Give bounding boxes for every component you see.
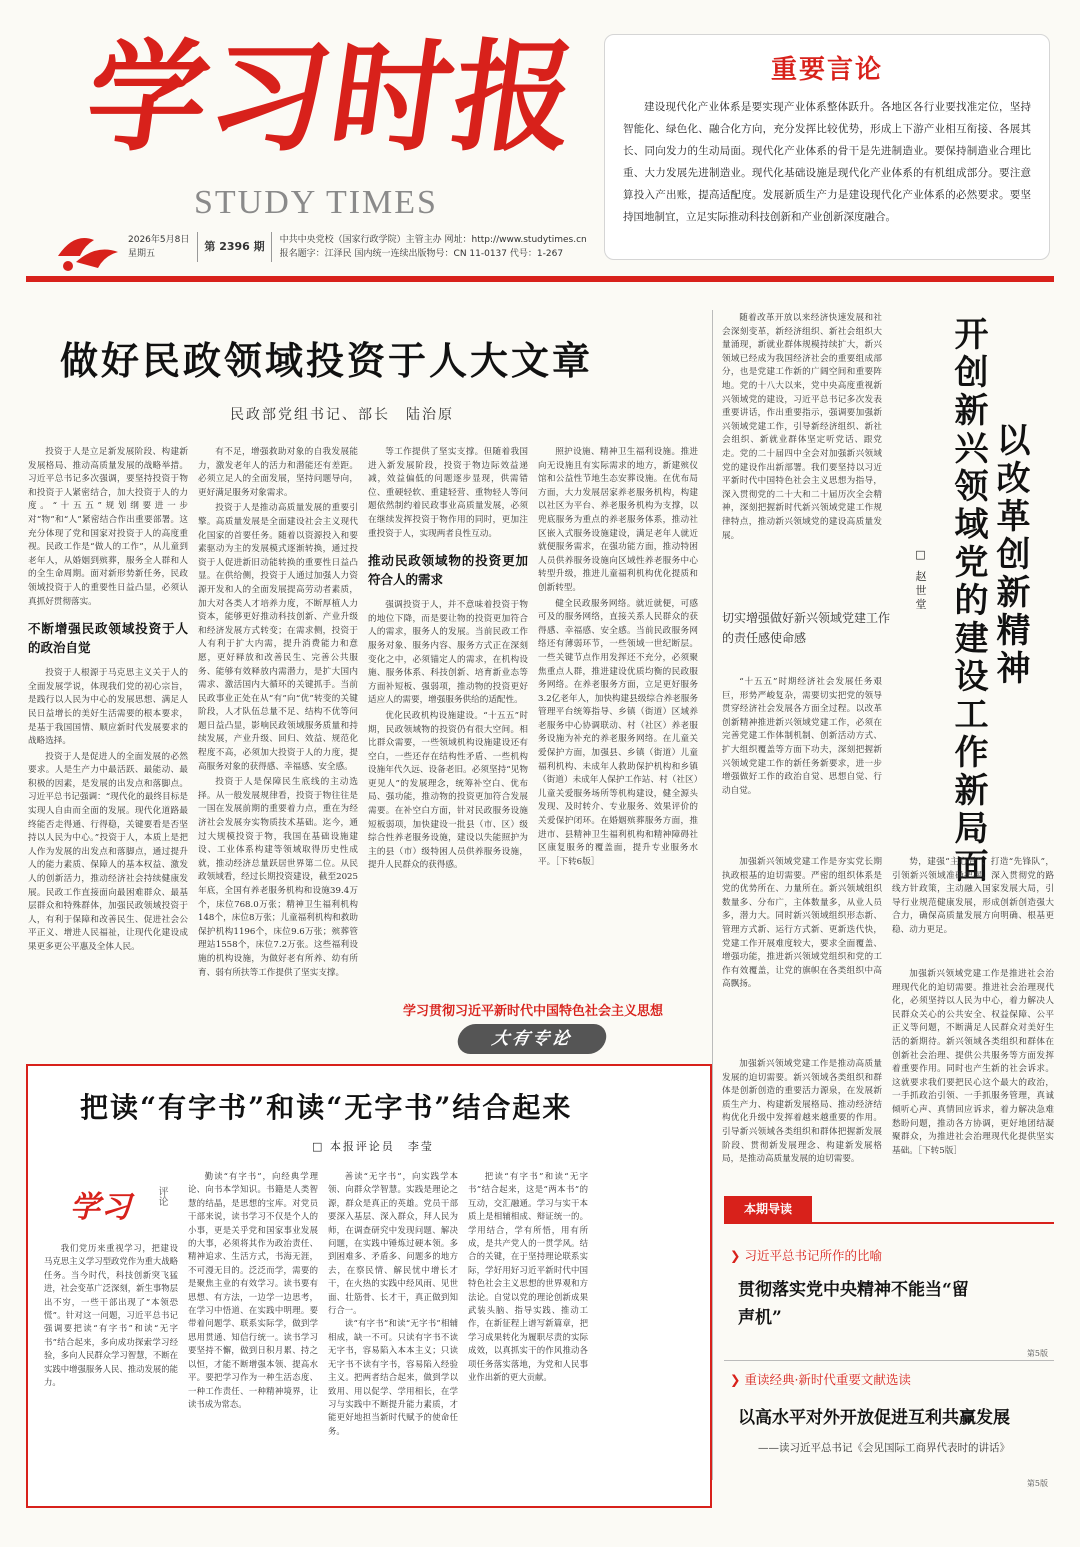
right-subhead: 切实增强做好新兴领域党建工作的责任感使命感 [722,611,891,645]
paragraph: 我们党历来重视学习，把建设马克思主义学习型政党作为重大战略任务。当今时代，科技创新突飞猛进，社会变革广泛深刻，新生事物层出不穷，一些干部出现了“本领恐慌”。针对这一问题，习近平总书记强调要把读“有字书”和读“无字书”结合起来，多向成功探索学习经验，多向人民群众学习智慧，不断在实践中增强服务人民、推动发展的能力。 [44,1243,178,1388]
guide-tab: 本期导读 [724,1196,812,1222]
issue-date: 2026年5月8日 [128,234,190,245]
right-text-block-2 [722,676,882,854]
guide-item-title[interactable]: 以高水平对外开放促进互利共赢发展 [738,1408,1010,1428]
website: 网址：http://www.studytimes.cn [444,234,587,245]
lead-subhead-1: 不断增强民政领域投资于人的政治自觉 [28,621,188,656]
right-text-block-6 [892,968,1054,1176]
guide-rule [724,1222,1054,1224]
guide-item-page: 第5版 [1026,1479,1048,1488]
paragraph: 势，建强“主心骨”、打造“先锋队”，引领新兴领域准确把握、深入贯彻党的路线方针政策，主动融入国家发展大局，引导行业规范健康发展，形成创新创造强大合力，确保高质量发展方向明确、根基更稳、动力更足。 [892,857,1054,935]
commentary-box [26,1064,712,1508]
paragraph: 加强新兴领域党建工作是推进社会治理现代化的迫切需要。推进社会治理现代化，必须坚持以人民为中心，着力解决人民群众关心的公共安全、权益保障、公平正义等问题，不断满足人民群众对美好生活的新期待。新兴领域各类组织和群体在创新社会治理、提供公共服务等方面发挥着重要作用。同时也产生新的社会诉求。这就要求我们要把民心这个最大的政治，一手抓政治引领、一手抓服务管理，真诚倾听心声、真情回应诉求，着力解决急难愁盼问题，推动各方协调，更好地团结凝聚群众，为推进社会治理现代化提供坚实基础。［下转5版］ [892,969,1054,1156]
commentary-column-2 [188,1170,318,1500]
paragraph: 投资于人是保障民生底线的主动选择。从一般发展规律看，投资于物往往是一国在发展前期的重要着力点，重在为经济社会发展夯实物质技术基础。迄今，通过大规模投资于物，我国在基础设施建设、工业体系构建等领域取得历史性成就，推动经济总量跃居世界第二位。从民政领域看，经过长期投资建设，截至2025年底，全国有养老服务机构和设施39.4万个，床位768.0万张；精神卫生福利机构148个，床位8万张；儿童福利机构和救助保护机构1196个，床位9.6万张；殡葬管理站1558个，床位7.2万张。这些福利设施的机构设施，为做好老有所养、幼有所育、弱有所扶等工作提供了坚实支撑。 [198,777,358,978]
paragraph: 勤读“有字书”，向经典学理论、向书本学知识。书籍是人类智慧的结晶，是思想的宝库。对党员干部来说，读书学习不仅是个人的小事，更是关乎党和国家事业发展的大事，必须将其作为政治责任、精神追求、生活方式，书海无涯，不可漫无目的。泛泛而学，需要的是聚焦主业的有效学习。读书要有思想、有方法，一边学一边思考，在学习中悟道、在实践中明理。要带着问题学、联系实际学，做到学思用贯通、知信行统一。读书学习要坚持不懈，做到日积月累、持之以恒，才能不断增强本领、提高水平。要把学习作为一种生活态度、一种工作责任、一种精神境界，让读书成为常态。 [188,1171,318,1409]
commentary-logo-text: 学习 [70,1190,132,1225]
issue-guide [724,1196,1054,1496]
right-text-block-1 [722,312,882,602]
commentary-author: □ 本报评论员 李莹 [312,1140,434,1153]
paragraph: 读“有字书”和读“无字书”相辅相成，缺一不可。只读有字书不读无字书，容易陷入本本主义；只读无字书不读有字书，容易陷入经验主义。把两者结合起来，做到学以致用、用以促学、学用相长，在学习与实践中不断提升能力素质，才能更好地担当新时代赋予的使命任务。 [328,1318,458,1436]
paragraph: 优化民政机构设施建设。“十五五”时期，民政领域物的投资仍有很大空间。相比群众需要，一些领域机构设施建设还有空白，一些还存在结构性矛盾、一些机构设施年代久远、设备老旧。必须坚持“见物更见人”的发展理念，统筹补空白、优布局、强功能，推动物的投资更加符合发展需要。在补空白方面，针对民政服务设施短板弱项，加快建设一批县（市、区）级综合性养老服务设施，建设以失能照护为主的县（市）级特困人员供养服务设施，提升人民群众的获得感。 [368,710,528,871]
series-banner: 学习贯彻习近平新时代中国特色社会主义思想 [402,1004,663,1019]
lead-column-3 [368,446,528,986]
paragraph: 健全民政服务网络。就近就便，可感可及的服务网络，直接关系人民群众的获得感、幸福感、安全感。当前民政服务网络还有薄弱环节，一些领域一世纪断层。一些关键节点作用发挥还不充分，必须聚焦重点人群，推进建设优质均衡的民政服务网络。在养老服务方面，立足更好服务3.2亿老年人，加快构建县级综合养老服务管理平台统筹指导、乡镇（街道）区域养老服务中心协调联动、村（社区）养老服务设施为补充的养老服务网络。在儿童关爱保护方面，加强县、乡镇（街道）儿童福利机构、未成年人救助保护机构和乡镇（街道）未成年人保护工作站、村（社区）儿童关爱服务场所等机构建设，健全源头发现、及时转介、专业服务、效果评价的关爱保护闭环。在婚姻殡葬服务方面，推进市、县精神卫生福利机构和精神障碍社区康复服务的覆盖面，提升专业服务水平。［下转6版］ [538,598,698,867]
postal-code: 代号：1-267 [509,249,564,259]
column-divider [712,310,713,1480]
lead-article-author: 民政部党组书记、部长 陆治原 [230,407,454,423]
emblem-icon [54,226,124,274]
paragraph: 有不足，增强救助对象的自我发展能力，激发老年人的活力和潜能还有差距。必须立足人的全面发展，坚持问题导向，更好满足服务对象需求。 [198,447,358,498]
paragraph: 随着改革开放以来经济快速发展和社会深刻变革，新经济组织、新社会组织大量涌现，新就业群体规模持续扩大，新兴领域已经成为我国经济社会的重要组成部分，也是党建工作新的广阔空间和重要阵地。党的十八大以来，党中央高度重视新兴领域党的建设，习近平总书记多次发表重要讲话，作出重要指示，强调要加强新兴领域党建工作，引导新经济组织、新社会组织、新就业群体坚定听党话、跟党走。党的二十届四中全会对加强新兴领域党的建设作出新部署。我们要坚持以习近平新时代中国特色社会主义思想为指导，深入贯彻党的二十大和二十届历次全会精神，深刻把握新时代新兴领域党建工作规律特点，推动新兴领域党的建设高质量发展。 [722,313,882,541]
lead-column-1 [28,446,188,1056]
masthead [26,27,596,270]
lead-subhead-2: 推动民政领域物的投资更加符合人的需求 [368,553,528,588]
paragraph: 投资于人是立足新发展阶段、构建新发展格局、推动高质量发展的战略举措。习近平总书记多次强调，要坚持投资于物和投资于人紧密结合，加大投资于人的力度。“十五五”规划纲要进一步对“物”和“人”紧密结合作出重要部署。这充分体现了党和国家对投资于人的高度重视。民政工作是“做人的工作”，从儿童到老年人，从婚姻到殡葬，服务全人群和人的全生命周期。面对新形势新任务，民政领域投资于人的重要性日益凸显，必须认真抓好贯彻落实。 [28,447,188,607]
lead-column-2 [198,446,358,1056]
commentary-column-3 [328,1170,458,1500]
right-text-block-4 [722,1058,882,1176]
important-remarks-box [604,34,1050,260]
right-headline-line-2: 开创新兴领域党的建设工作新局面 [948,316,988,886]
newspaper-logo: 学习时报 [78,27,586,168]
right-headline-line-1: 以改革创新精神 [990,422,1030,688]
right-article-author: □ 赵世堂 [914,548,927,613]
commentary-logo-label: 评论 [156,1186,167,1206]
sponsor: 中共中央党校（国家行政学院）主管主办 [279,234,442,245]
paragraph: 投资于人根源于马克思主义关于人的全面发展学说，体现我们党的初心宗旨，是践行以人民为中心的发展思想、满足人民日益增长的美好生活需要的根本要求，是基于我国国情、顺应新时代发展要求的战略选择。 [28,668,188,747]
title-calligraphy: 报名题字：江泽民 [279,249,352,259]
commentary-title: 把读“有字书”和读“无字书”结合起来 [80,1091,573,1124]
paragraph: 加强新兴领域党建工作是夯实党长期执政根基的迫切需要。严密的组织体系是党的优势所在、力量所在。新兴领域组织数量多、分布广，主体数量多，从业人员多，潜力大。同时新兴领域组织形态新、管理方式新、运行方式新、更新迭代快，党建工作开展难度较大，要求全面覆盖、增强功能，推进新兴领域党组织和党的工作有效覆盖，让党的旗帜在各类组织中高高飘扬。 [722,857,882,990]
issue-number: 第 2396 期 [197,232,271,262]
masthead-divider [26,276,1054,282]
issue-info [128,232,598,262]
commentary-column-1 [44,1242,178,1498]
remarks-title: 重要言论 [770,55,883,85]
right-text-block-5 [892,856,1054,966]
commentary-logo [70,1182,186,1242]
lead-column-4 [538,446,698,986]
issue-weekday: 星期五 [128,249,156,259]
guide-item-category: ❯ 重读经典·新时代重要文献选读 [730,1370,911,1388]
guide-divider [724,1360,1054,1361]
paragraph: 投资于人是推动高质量发展的重要引擎。高质量发展是全面建设社会主义现代化国家的首要任务。随着以资源投入和要素驱动为主的发展模式逐渐转换，通过投资于人促进新旧动能转换的重要性日益凸显。在供给侧，投资于人通过加强人力资源开发和人的全面发展提高劳动者素质，加大对各类人才培养力度，不断厚植人力资本，能够更好推动科技创新、产业升级和经济发展方式转变；在需求侧，投资于人有利于扩大内需，提升消费能力和意愿，更好释放和改善民生、完善公共服务、能够有效释放内需潜力，是扩大国内需求、激活国内大循环的关键抓手。当前民政事业正处在从“有”向“优”转变的关键阶段，人才队伍总量不足、结构不优等问题日益凸显，影响民政领域服务质量和持续发展，产业升级、回归、效益、规范化程度不高，必须加大投资于人的力度，提高服务对象的获得感、幸福感、安全感。 [198,503,358,772]
paragraph: 投资于人是促进人的全面发展的必然要求。人是生产力中最活跃、最能动、最积极的因素，是发展的出发点和落脚点。习近平总书记强调：“现代化的最终目标是实现人自由而全面的发展。现代化道路最终能否走得通、行得稳，关键要看是否坚持以人民为中心。”投资于人，本质上是把人作为发展的出发点和落脚点，通过提升人的能力素质、保障人的基本权益、激发人的创新活力，推动经济社会持续健康发展。民政工作直接面向最困难群众、最基层群众和特殊群体，加强民政领域投资于人，有利于保障和改善民生、促进社会公平正义、增进人民福祉，让现代化建设成果更多更公平惠及全体人民。 [28,751,188,952]
remarks-body: 建设现代化产业体系是要实现产业体系整体跃升。各地区各行业要找准定位，坚持智能化、绿色化、融合化方向，充分发挥比较优势，形成上下游产业相互衔接、各展其长、同向发力的生动局面。现代化产业体系的骨干是先进制造业。要保持制造业合理比重、大力发展先进制造业。现代化基础设施是现代化产业体系的有机组成部分。要注意算投入产出账，提高适配度。发展新质生产力是建设现代化产业体系的必然要求。要坚持国地制宜，立足实际推动科技创新和产业创新深度融合。 [623,101,1031,223]
cn-number: 国内统一连续出版物号：CN 11-0137 [354,249,508,259]
paragraph: 等工作提供了坚实支撑。但随着我国进入新发展阶段，投资于物边际效益递减，效益偏低的问题逐步显现，供需错位、重硬轻软、重建轻营、重物轻人等问题依然制约着民政事业高质量发展，必须在继续发挥投资于物作用的同时，更加注重投资于人，实现两者良性互动。 [368,447,528,539]
guide-item-category: ❯ 习近平总书记所作的比喻 [730,1246,882,1264]
paragraph: “十五五”时期经济社会发展任务艰巨，形势严峻复杂，需要切实把党的领导贯穿经济社会发展各方面全过程。以改革创新精神推进新兴领域党建工作，必须在完善党建工作体制机制、创新活动方式、扩大组织覆盖等方面下功夫，深刻把握新兴领域党建工作的新任务新要求，进一步增强做好工作的政治自觉、思想自觉、行动自觉。 [722,677,882,796]
guide-item-page: 第5版 [1026,1349,1048,1358]
guide-item-title[interactable]: 贯彻落实党中央精神不能当“留声机” [738,1280,969,1328]
right-text-block-3 [722,856,882,1056]
paragraph: 强调投资于人，并不意味着投资于物的地位下降，而是要让物的投资更加符合人的需求，服务人的发展。当前民政工作服务对象、服务内容、服务方式正在深刻变化之中，必须锚定人的需求，在机构设施、服务体系、科技创新、培育新业态等方面补短板、强弱项，推动物的投资更好适应人的需要，增强服务供给的适配性。 [368,600,528,706]
paragraph: 加强新兴领域党建工作是推动高质量发展的迫切需要。新兴领域各类组织和群体是创新创造的重要活力源泉，在发展新质生产力、构建新发展格局、推动经济结构优化升级中发挥着越来越重要的作用。引导新兴领域各类组织和群体把握新发展阶段、贯彻新发展理念、构建新发展格局，是推动高质量发展的迫切需要。 [722,1059,882,1165]
newspaper-logo-english: STUDY TIMES [194,184,438,221]
lead-article-title: 做好民政领域投资于人大文章 [60,338,594,383]
paragraph: 把读“有字书”和读“无字书”结合起来，这是“两本书”的互动，交汇融通。学习与实干本质上是相辅相成、辩证统一的。学用结合，学有所悟，用有所成，是共产党人的一贯学风。结合的关键，在于坚持理论联系实际，学好用好习近平新时代中国特色社会主义思想的世界观和方法论。自觉以党的理论创新成果武装头脑、指导实践、推动工作，在新征程上谱写新篇章，把学习成果转化为履职尽责的实际成效，以真抓实干的作风推动各项任务落实落地，为党和人民事业作出新的更大贡献。 [468,1171,588,1383]
paragraph: 照护设施、精神卫生福利设施。推进向无设施且有实际需求的地方，新建殡仪馆和公益性节地生态安葬设施。在优布局方面，大力发展居家养老服务机构，构建以社区为平台、养老服务机构为支撑，以兜底服务为重点的养老服务体系，推动社区嵌入式服务设施建设，满足老年人就近就便服务需求，在强功能方面，推动特困人员供养服务设施向区域性养老服务中心转型升级，推进儿童福利机构优化提质和创新转型。 [538,447,698,593]
paragraph: 善读“无字书”，向实践学本领、向群众学智慧。实践是理论之源，群众是真正的英雄。党员干部要深入基层、深入群众，拜人民为师，在调查研究中发现问题、解决问题，在实践中锤炼过硬本领。多到困难多、矛盾多、问题多的地方去，在察民情、解民忧中增长才干，在火热的实践中经风雨、见世面、壮筋骨、长才干，真正做到知行合一。 [328,1171,458,1316]
column-seal: 大有专论 [455,1024,608,1054]
guide-item-subtitle: ——读习近平总书记《会见国际工商界代表时的讲话》 [758,1442,1010,1454]
commentary-column-4 [468,1170,588,1500]
